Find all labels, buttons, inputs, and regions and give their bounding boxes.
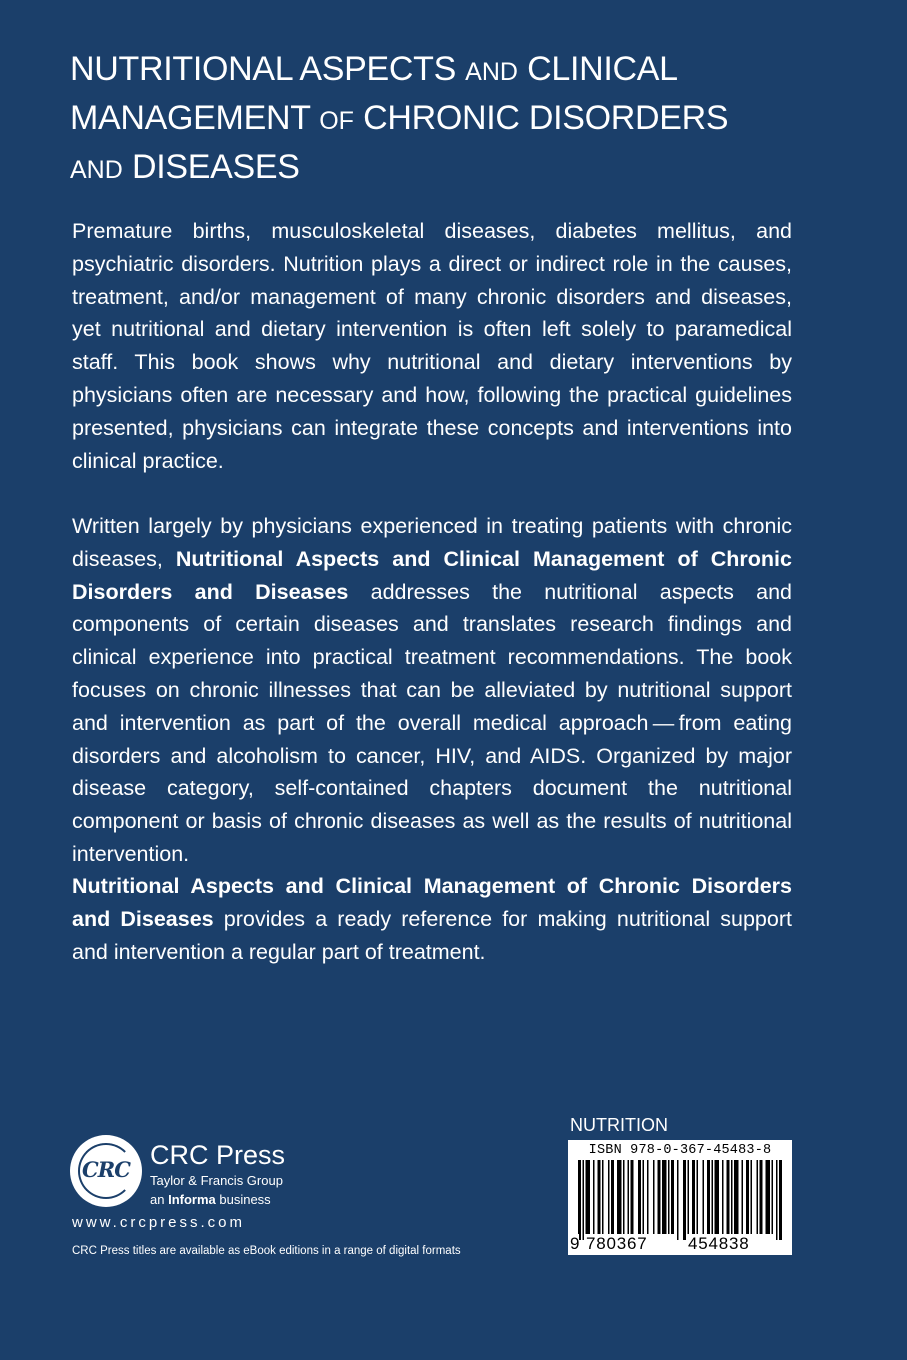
barcode-bar — [611, 1160, 614, 1234]
barcode-bar — [643, 1160, 645, 1234]
barcode-bar — [772, 1160, 774, 1234]
barcode-bars — [574, 1160, 786, 1240]
barcode-bar — [727, 1160, 730, 1234]
barcode-bar — [766, 1160, 771, 1234]
book-title-bold: Nutritional Aspects and Clinical Management of Chronic Disorders and Diseases — [72, 874, 792, 931]
barcode-bar — [757, 1160, 759, 1234]
barcode-bar — [598, 1160, 601, 1234]
barcode-bar — [668, 1160, 670, 1234]
title-line-3: AND DISEASES — [70, 148, 300, 186]
barcode-bar — [776, 1160, 778, 1240]
publisher-group: Taylor & Francis Group — [150, 1173, 283, 1188]
barcode-bar — [583, 1160, 585, 1240]
barcode-bar — [628, 1160, 630, 1234]
barcode-bar — [638, 1160, 641, 1234]
barcode-bar — [692, 1160, 695, 1234]
barcode-bar — [779, 1160, 782, 1240]
description-paragraph-2: Written largely by physicians experienced in treating patients with chronic diseases, Nutritional Aspects and Clinical Management of Chronic Disorders and Diseases addresses the nutritional aspects and components of certain diseases and translates research findings and clinical experience into practical treatment recommendations. The book focuses on chronic illnesses that can be alleviated by nutritional support and intervention as part of the overall medical approach — from eating disorders and alcoholism to cancer, HIV, and AIDS. Organized by major disease category, self-contained chapters document the nutritional component or basis of chronic diseases as well as the results of nutritional intervention. — [72, 514, 792, 866]
barcode-bar — [677, 1160, 679, 1240]
barcode-bar — [722, 1160, 724, 1234]
barcode-bar — [731, 1160, 733, 1234]
barcode-digit-first: 9 — [570, 1234, 580, 1253]
logo-text: CRC — [82, 1157, 130, 1182]
barcode-digits-left: 780367 — [586, 1234, 648, 1253]
barcode-bar — [751, 1160, 753, 1234]
barcode-bar — [623, 1160, 625, 1234]
title-line-1: NUTRITIONAL ASPECTS AND CLINICAL — [70, 50, 678, 88]
publisher-url: www.crcpress.com — [72, 1214, 246, 1231]
publisher-name: CRC Press — [150, 1140, 286, 1170]
barcode-bar — [703, 1160, 705, 1234]
barcode-bar — [715, 1160, 720, 1234]
barcode-bar — [746, 1160, 749, 1234]
book-title-bold: Nutritional Aspects and Clinical Management of Chronic Disorders and Diseases — [72, 546, 792, 604]
description-paragraph-1: Premature births, musculoskeletal diseases, diabetes mellitus, and psychiatric disorders. Nutrition plays a direct or indirect role in the causes, treatment, and/or management of many chronic disorders and diseases, yet nutritional and dietary intervention is often left solely to paramedical staff. This book shows why nutritional and dietary interventions by physicians often are necessary and how, following the practical guidelines presented, physicians can integrate these concepts and interventions into clinical practice. — [72, 219, 792, 473]
barcode-digits-right: 454838 — [688, 1234, 750, 1253]
title-line-2: MANAGEMENT OF CHRONIC DISORDERS — [70, 99, 729, 137]
barcode-bar — [617, 1160, 622, 1234]
publisher-informa: an Informa business — [150, 1192, 271, 1207]
barcode-bar — [647, 1160, 649, 1234]
barcode-bar — [593, 1160, 595, 1234]
barcode-bar — [760, 1160, 763, 1234]
barcode-digits — [568, 1234, 792, 1254]
barcode-bar — [602, 1160, 604, 1234]
ebook-note: CRC Press titles are available as eBook editions in a range of digital formats — [72, 1245, 461, 1257]
barcode-bar — [734, 1160, 739, 1234]
barcode-bar — [578, 1160, 581, 1240]
barcode-bar — [662, 1160, 667, 1234]
isbn-label: ISBN 978-0-367-45483-8 — [588, 1143, 772, 1158]
barcode-bar — [608, 1160, 610, 1234]
barcode-bar — [683, 1160, 686, 1240]
barcode-bar — [688, 1160, 690, 1234]
barcode-bar — [631, 1160, 634, 1234]
barcode-bar — [742, 1160, 744, 1234]
description-paragraph-3: Nutritional Aspects and Clinical Management of Chronic Disorders and Diseases provides a ready reference for making nutritional support and intervention a regular part of treatment. — [72, 874, 792, 964]
crc-press-logo — [70, 1135, 142, 1207]
isbn-barcode — [568, 1140, 792, 1255]
barcode-bar — [712, 1160, 714, 1234]
barcode-bar — [653, 1160, 655, 1234]
barcode-bar — [707, 1160, 710, 1234]
barcode-bar — [586, 1160, 591, 1234]
barcode-bar — [697, 1160, 699, 1234]
barcode-bar — [658, 1160, 661, 1234]
subject-category: NUTRITION — [570, 1115, 668, 1135]
barcode-bar — [671, 1160, 674, 1234]
book-title — [70, 46, 830, 193]
